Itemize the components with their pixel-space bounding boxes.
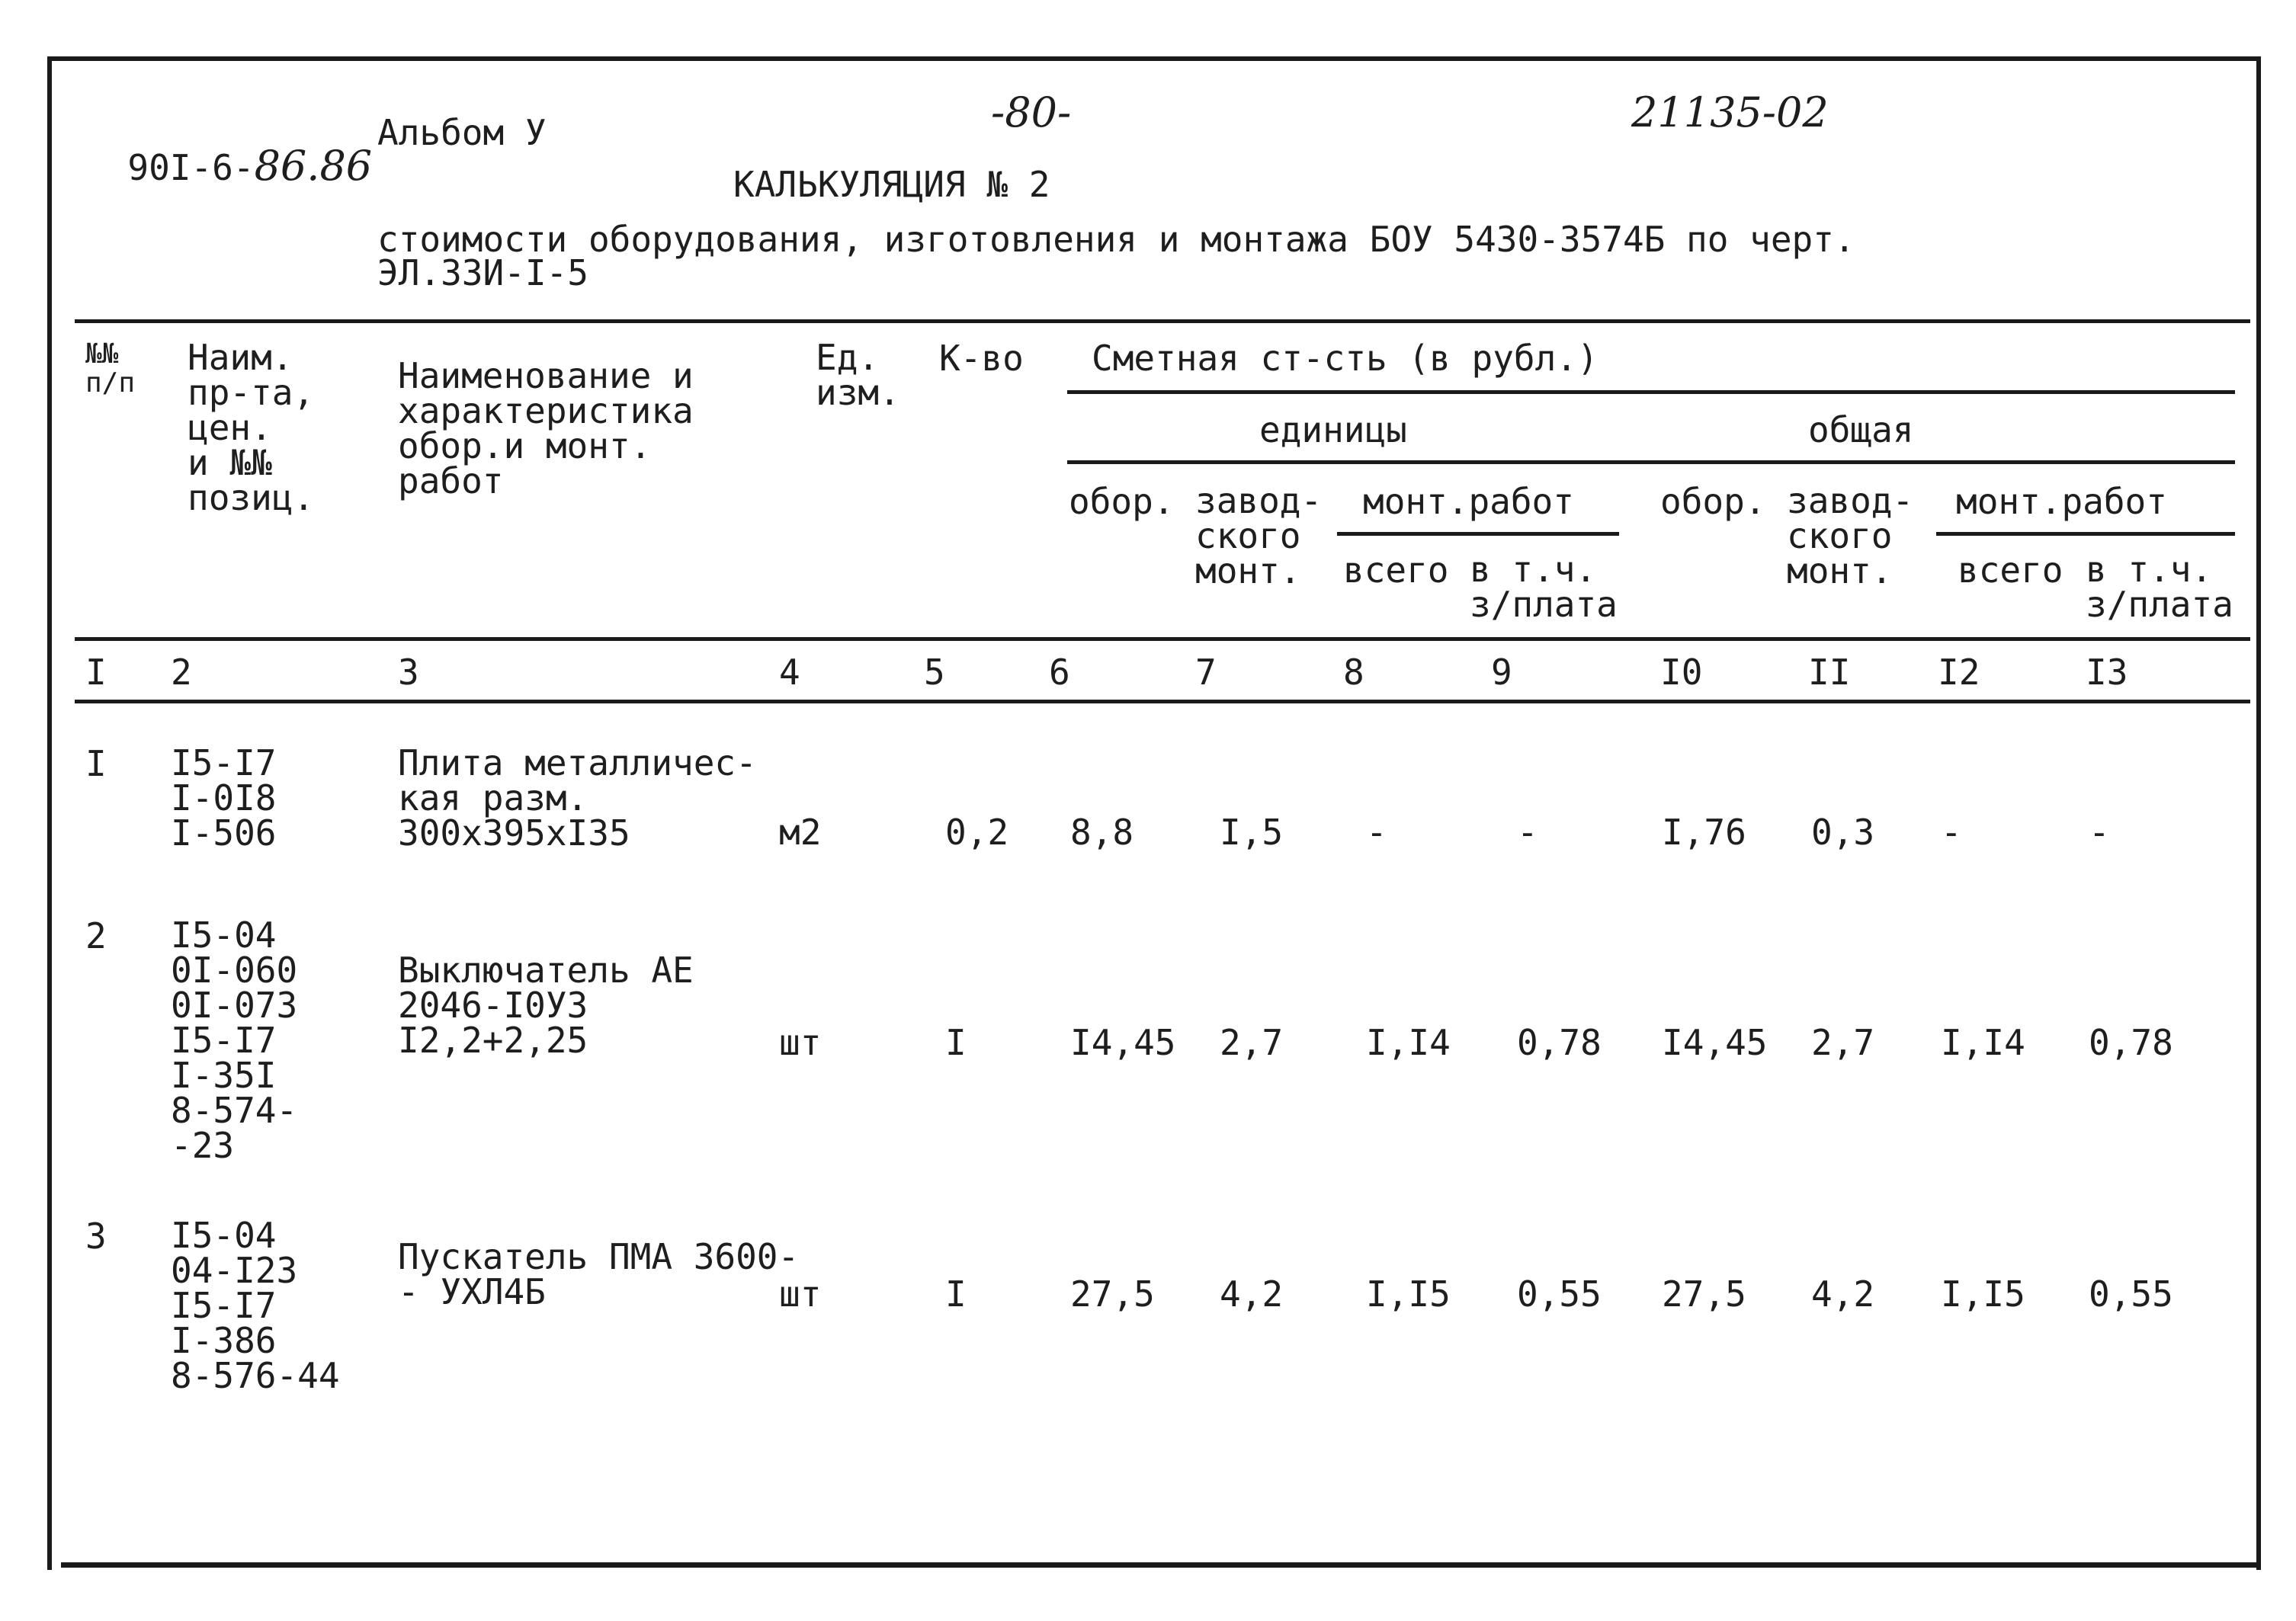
column-number: II bbox=[1808, 652, 1851, 693]
table-row-unit-equipment: 27,5 bbox=[1070, 1273, 1155, 1315]
column-number: 6 bbox=[1049, 652, 1070, 693]
column-number: I bbox=[85, 652, 107, 693]
frame-bottom-line bbox=[61, 1562, 2256, 1568]
table-top-rule bbox=[75, 319, 2250, 323]
header-bottom-rule bbox=[75, 637, 2250, 641]
table-row-total-install-wage: 0,55 bbox=[2089, 1273, 2173, 1315]
table-row-unit-factory: 4,2 bbox=[1220, 1273, 1284, 1315]
table-row-unit-factory: I,5 bbox=[1220, 812, 1284, 853]
table-row-total-install-wage: 0,78 bbox=[2089, 1022, 2173, 1063]
table-row-number: I bbox=[85, 743, 107, 784]
table-row-total-factory: 4,2 bbox=[1811, 1273, 1875, 1315]
header-unit-install-wage: в т.ч. з/плата bbox=[1470, 549, 1618, 625]
table-row-total-equipment: 27,5 bbox=[1662, 1273, 1746, 1315]
table-row-total-install-all: - bbox=[1941, 812, 1962, 853]
header-total-factory: завод- ского монт. bbox=[1787, 480, 1914, 591]
doc-code bbox=[85, 111, 373, 190]
header-estimated-cost: Сметная ст-сть (в рубл.) bbox=[1092, 338, 1599, 379]
table-row-unit-install-all: - bbox=[1366, 812, 1387, 853]
group-header-rule bbox=[1067, 460, 2235, 464]
table-row-quantity: I bbox=[945, 1273, 967, 1315]
table-row-total-factory: 2,7 bbox=[1811, 1022, 1875, 1063]
header-per-unit: единицы bbox=[1259, 409, 1407, 450]
table-row-codes: I5-04 0I-060 0I-073 I5-I7 I-35I 8-574- -23 bbox=[171, 915, 298, 1166]
drawing-reference: ЭЛ.33И-I-5 bbox=[377, 252, 588, 293]
table-row-total-equipment: I4,45 bbox=[1662, 1022, 1768, 1063]
column-number: I2 bbox=[1938, 652, 1980, 693]
table-row-number: 2 bbox=[85, 915, 107, 956]
unit-install-rule bbox=[1337, 532, 1619, 536]
table-row-name: Пускатель ПМА 3600- - УХЛ4Б bbox=[398, 1236, 800, 1312]
column-number: 3 bbox=[398, 652, 419, 693]
table-row-unit-install-all: I,I4 bbox=[1366, 1022, 1451, 1063]
header-item-name: Наименование и характеристика обор.и монт. работ bbox=[398, 355, 694, 501]
column-number: 2 bbox=[171, 652, 192, 693]
header-price-position: Наим. пр-та, цен. и №№ позиц. bbox=[188, 337, 315, 518]
table-row-unit-equipment: I4,45 bbox=[1070, 1022, 1176, 1063]
table-row-total-factory: 0,3 bbox=[1811, 812, 1875, 853]
column-number: 8 bbox=[1343, 652, 1364, 693]
calculation-title: КАЛЬКУЛЯЦИЯ № 2 bbox=[733, 164, 1050, 205]
header-quantity: К-во bbox=[939, 338, 1024, 379]
column-number: 7 bbox=[1195, 652, 1217, 693]
header-row-number: №№ п/п bbox=[85, 338, 136, 399]
header-total-install-wage: в т.ч. з/плата bbox=[2086, 549, 2233, 625]
header-unit-equipment: обор. bbox=[1069, 481, 1175, 522]
doc-code-handwritten: 86.86 bbox=[254, 142, 373, 190]
table-row-unit-install-wage: - bbox=[1517, 812, 1538, 853]
album-label: Альбом У bbox=[377, 112, 547, 153]
table-row-unit: шт bbox=[779, 1273, 822, 1315]
table-row-codes: I5-04 04-I23 I5-I7 I-386 8-576-44 bbox=[171, 1215, 340, 1396]
table-row-number: 3 bbox=[85, 1216, 107, 1257]
column-number: 4 bbox=[779, 652, 800, 693]
table-row-codes: I5-I7 I-0I8 I-506 bbox=[171, 742, 277, 854]
header-unit: Ед. изм. bbox=[816, 337, 900, 413]
column-number: 9 bbox=[1491, 652, 1512, 693]
table-row-unit-install-all: I,I5 bbox=[1366, 1273, 1451, 1315]
calculation-subtitle: стоимости оборудования, изготовления и монтажа БОУ 5430-3574Б по черт. bbox=[377, 219, 1855, 260]
column-numbers-rule bbox=[75, 700, 2250, 703]
table-row-unit-install-wage: 0,78 bbox=[1517, 1022, 1602, 1063]
table-row-total-equipment: I,76 bbox=[1662, 812, 1746, 853]
table-row-quantity: 0,2 bbox=[945, 812, 1009, 853]
table-row-total-install-all: I,I4 bbox=[1941, 1022, 2025, 1063]
page-number: -80- bbox=[991, 88, 1072, 136]
table-row-name: Выключатель АЕ 2046-I0УЗ I2,2+2,25 bbox=[398, 950, 694, 1061]
document-number: 21135-02 bbox=[1631, 88, 1829, 136]
header-total-install: монт.работ bbox=[1956, 481, 2167, 522]
table-row-total-install-all: I,I5 bbox=[1941, 1273, 2025, 1315]
table-row-unit-factory: 2,7 bbox=[1220, 1022, 1284, 1063]
column-number: I0 bbox=[1660, 652, 1703, 693]
table-row-name: Плита металличес- кая разм. 300х395хI35 bbox=[398, 742, 757, 854]
table-row-unit: шт bbox=[779, 1022, 822, 1063]
cost-header-rule bbox=[1067, 390, 2235, 394]
table-row-unit-install-wage: 0,55 bbox=[1517, 1273, 1602, 1315]
table-row-unit: м2 bbox=[779, 812, 822, 853]
table-row-unit-equipment: 8,8 bbox=[1070, 812, 1134, 853]
table-row-quantity: I bbox=[945, 1022, 967, 1063]
header-total-install-all: всего bbox=[1958, 549, 2064, 591]
column-number: I3 bbox=[2086, 652, 2128, 693]
table-row-total-install-wage: - bbox=[2089, 812, 2110, 853]
header-unit-install-all: всего bbox=[1343, 549, 1449, 591]
column-number: 5 bbox=[924, 652, 945, 693]
header-total: общая bbox=[1808, 409, 1914, 450]
header-unit-install: монт.работ bbox=[1363, 481, 1574, 522]
doc-code-prefix: 90I-6- bbox=[127, 147, 255, 188]
total-install-rule bbox=[1936, 532, 2235, 536]
header-total-equipment: обор. bbox=[1660, 481, 1766, 522]
header-unit-factory: завод- ского монт. bbox=[1195, 480, 1323, 591]
